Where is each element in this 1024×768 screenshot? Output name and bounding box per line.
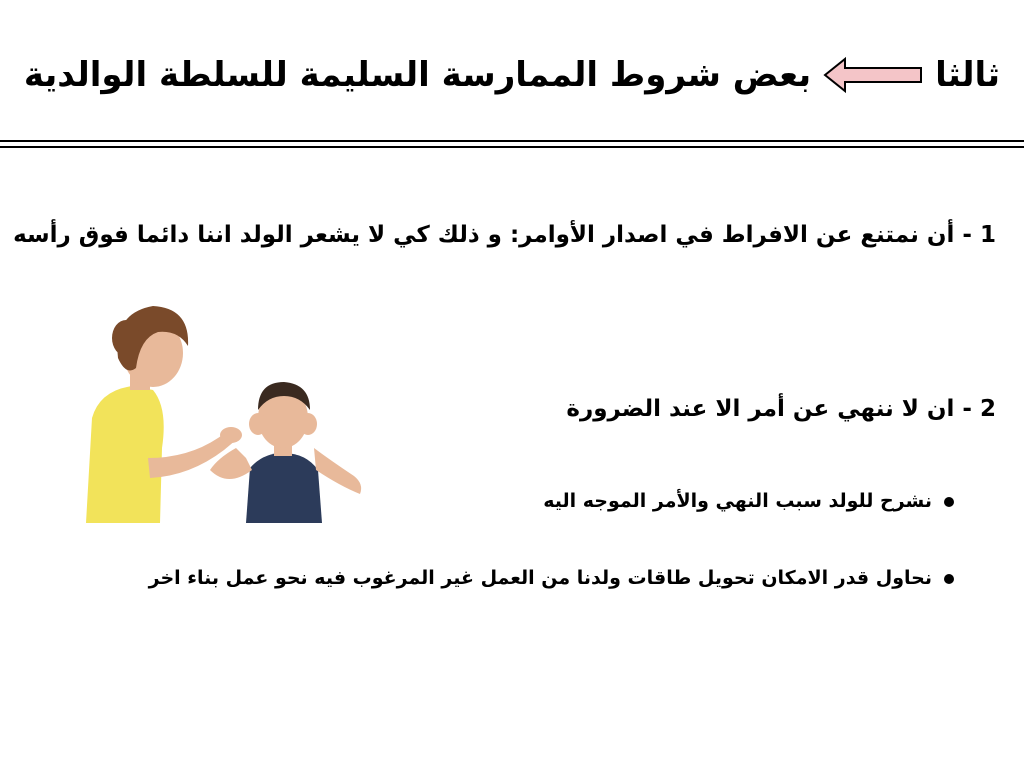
- bullet-item-2: [149, 567, 954, 589]
- point-1-text: أن نمتنع عن الافراط في اصدار الأوامر: و ذلك كي لا يشعر الولد اننا دائما فوق رأسه: [13, 222, 955, 248]
- point-1-number: 1 -: [962, 222, 996, 248]
- point-2-number: 2 -: [962, 396, 996, 422]
- bullet-text-1: نشرح للولد سبب النهي والأمر الموجه اليه: [543, 490, 932, 512]
- point-1: [13, 222, 996, 248]
- bullet-text-2: نحاول قدر الامكان تحويل طاقات ولدنا من العمل غير المرغوب فيه نحو عمل بناء اخر: [148, 567, 932, 589]
- mother-scolding-child-photo: [78, 298, 368, 523]
- left-arrow-icon: [823, 55, 923, 95]
- point-2-text: ان لا ننهي عن أمر الا عند الضرورة: [566, 396, 955, 422]
- title-text: بعض شروط الممارسة السليمة للسلطة الوالدية: [23, 55, 812, 95]
- title-divider-bottom: [0, 146, 1024, 148]
- title-divider-top: [0, 140, 1024, 142]
- title-lead: ثالثا: [935, 55, 1001, 95]
- bullet-dot-icon: [944, 497, 954, 507]
- slide-title: [24, 55, 1000, 95]
- point-2: [566, 396, 996, 422]
- slide-title-bar: [0, 30, 1024, 120]
- bullet-dot-icon: [944, 574, 954, 584]
- bullet-item-1: [543, 490, 954, 512]
